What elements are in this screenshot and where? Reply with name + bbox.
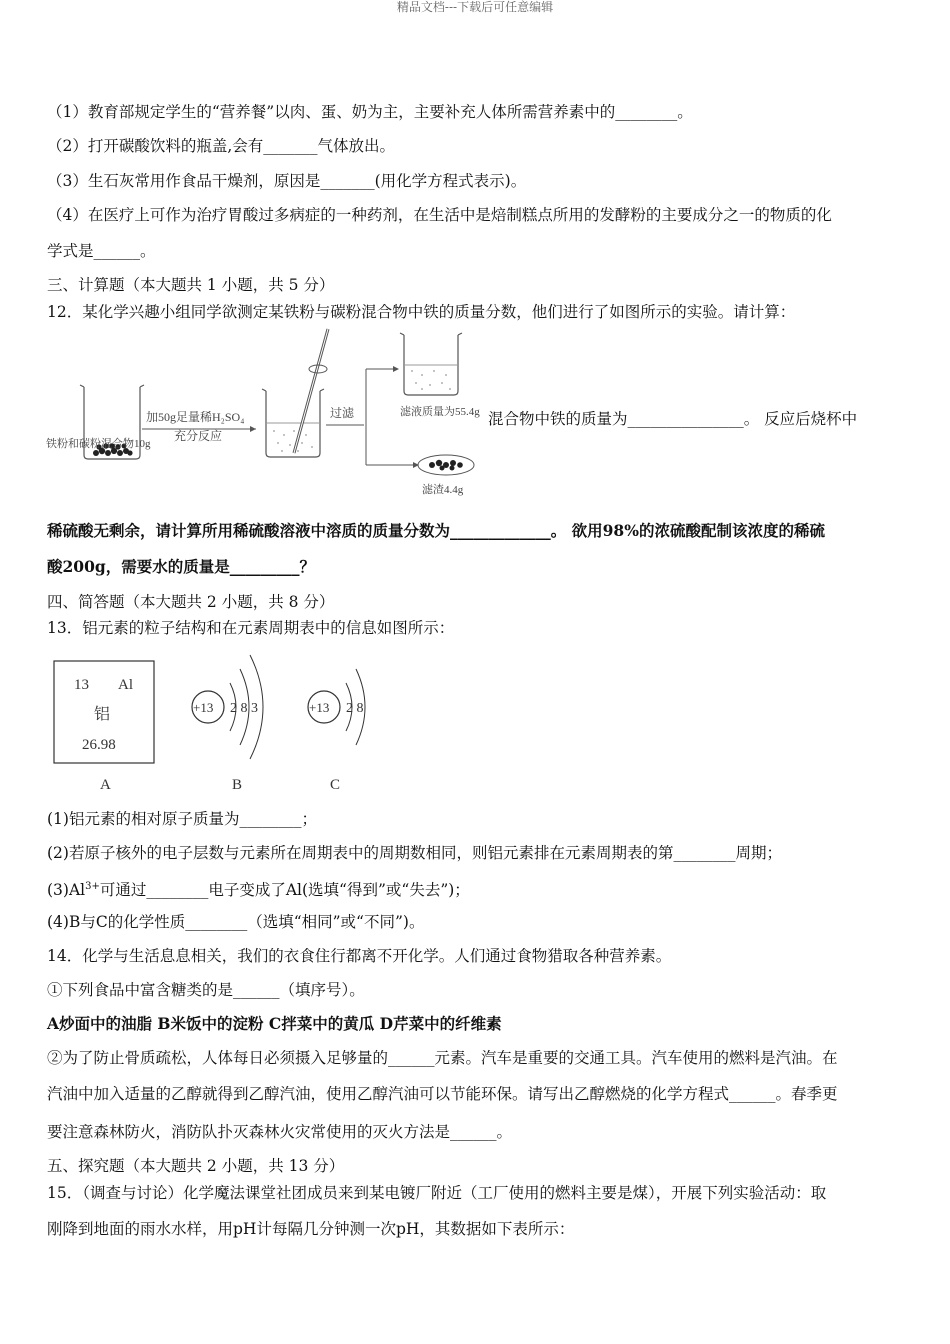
residue-label: 滤渣4.4g	[422, 484, 464, 496]
q13-part4: (4)B与C的化学性质________（选填“相同”或“不同”)。	[47, 913, 425, 931]
beaker-reaction	[262, 329, 328, 457]
nucleus-b: +13	[193, 700, 214, 715]
section-3-title: 三、计算题（本大题共 1 小题，共 5 分）	[47, 276, 335, 294]
q12-stem: 12．某化学兴趣小组同学欲测定某铁粉与碳粉混合物中铁的质量分数，他们进行了如图所示的实验。请计算：	[47, 303, 796, 321]
experiment-figure	[44, 325, 494, 505]
section-4-title: 四、简答题（本大题共 2 小题，共 8 分）	[47, 593, 335, 611]
q13-part2: (2)若原子核外的电子层数与元素所在周期表中的周期数相同，则铝元素排在元素周期表的第________周期；	[47, 844, 782, 862]
q14-options: A炒面中的油脂 B米饭中的淀粉 C拌菜中的黄瓜 D芹菜中的纤维素	[47, 1014, 502, 1033]
q14-sub2-line1: ②为了防止骨质疏松，人体每日必须摄入足够量的______元素。汽车是重要的交通工具。汽车使用的燃料是汽油。在	[47, 1049, 838, 1067]
q11-part1: （1）教育部规定学生的“营养餐”以肉、蛋、奶为主，主要补充人体所需营养素中的________。	[47, 103, 693, 121]
nucleus-c: +13	[309, 700, 330, 715]
shells-c: 2 8	[346, 701, 364, 716]
filter-label: 过滤	[330, 406, 355, 420]
filtrate-label: 滤液质量为55.4g	[400, 406, 480, 418]
q11-part3: （3）生石灰常用作食品干燥剂，原因是_______(用化学方程式表示)。	[47, 172, 527, 190]
element-name: 铝	[94, 704, 111, 723]
q12-continuation-1: 稀硫酸无剩余，请计算所用稀硫酸溶液中溶质的质量分数为_____________。 欲用98%的浓硫酸配制该浓度的稀硫	[47, 521, 825, 540]
shells-b: 2 8 3	[230, 701, 258, 716]
q13-part3: $(3)Al^{3+}$可通过________电子变成了Al(选填“得到”或“失去”)；	[47, 881, 470, 900]
atomic-mass: 26.98	[82, 737, 116, 753]
mixture-label: 铁粉和碳粉混合物10g	[46, 438, 151, 450]
add-acid-label: 加50g足量稀H₂SO₄	[146, 410, 245, 424]
q15-line1: 15．（调查与讨论）化学魔法课堂社团成员来到某电镀厂附近（工厂使用的燃料主要是煤），开展下列实验活动：取	[47, 1184, 827, 1202]
element-symbol: Al	[118, 677, 133, 693]
residue-dish	[418, 455, 474, 475]
atomic-number: 13	[74, 677, 89, 693]
q11-part4-line2: 学式是______。	[47, 242, 156, 260]
page-header: 精品文档---下载后可任意编辑	[396, 0, 554, 14]
q14-stem: 14．化学与生活息息相关，我们的衣食住行都离不开化学。人们通过食物猎取各种营养素。	[47, 947, 672, 965]
label-b: B	[232, 777, 243, 793]
label-c: C	[330, 777, 341, 793]
q13-part1: (1)铝元素的相对原子质量为________；	[47, 810, 317, 828]
q11-part2: （2）打开碳酸饮料的瓶盖,会有_______气体放出。	[47, 137, 396, 155]
aluminium-figure	[44, 645, 404, 805]
section-5-title: 五、探究题（本大题共 2 小题，共 13 分）	[47, 1157, 345, 1175]
q13-stem: 13．铝元素的粒子结构和在元素周期表中的信息如图所示：	[47, 619, 455, 637]
q14-sub1: ①下列食品中富含糖类的是______（填序号）。	[47, 981, 365, 999]
beaker-filtrate	[400, 333, 462, 395]
q14-sub2-line3: 要注意森林防火，消防队扑灭森林火灾常使用的灭火方法是______。	[47, 1123, 513, 1141]
react-label: 充分反应	[174, 429, 223, 443]
q11-part4-line1: （4）在医疗上可作为治疗胃酸过多病症的一种药剂，在生活中是焙制糕点所用的发酵粉的主要成分之一的物质的化	[47, 206, 832, 224]
q14-sub2-line2: 汽油中加入适量的乙醇就得到乙醇汽油，使用乙醇汽油可以节能环保。请写出乙醇燃烧的化学方程式______。春季更	[47, 1085, 838, 1103]
q15-line2: 刚降到地面的雨水水样，用pH计每隔几分钟测一次pH，其数据如下表所示：	[47, 1220, 575, 1238]
q12-inline-question: 混合物中铁的质量为_______________。 反应后烧杯中	[488, 410, 858, 428]
label-a: A	[100, 777, 111, 793]
q12-continuation-2: 酸200g，需要水的质量是_________？	[47, 557, 315, 576]
